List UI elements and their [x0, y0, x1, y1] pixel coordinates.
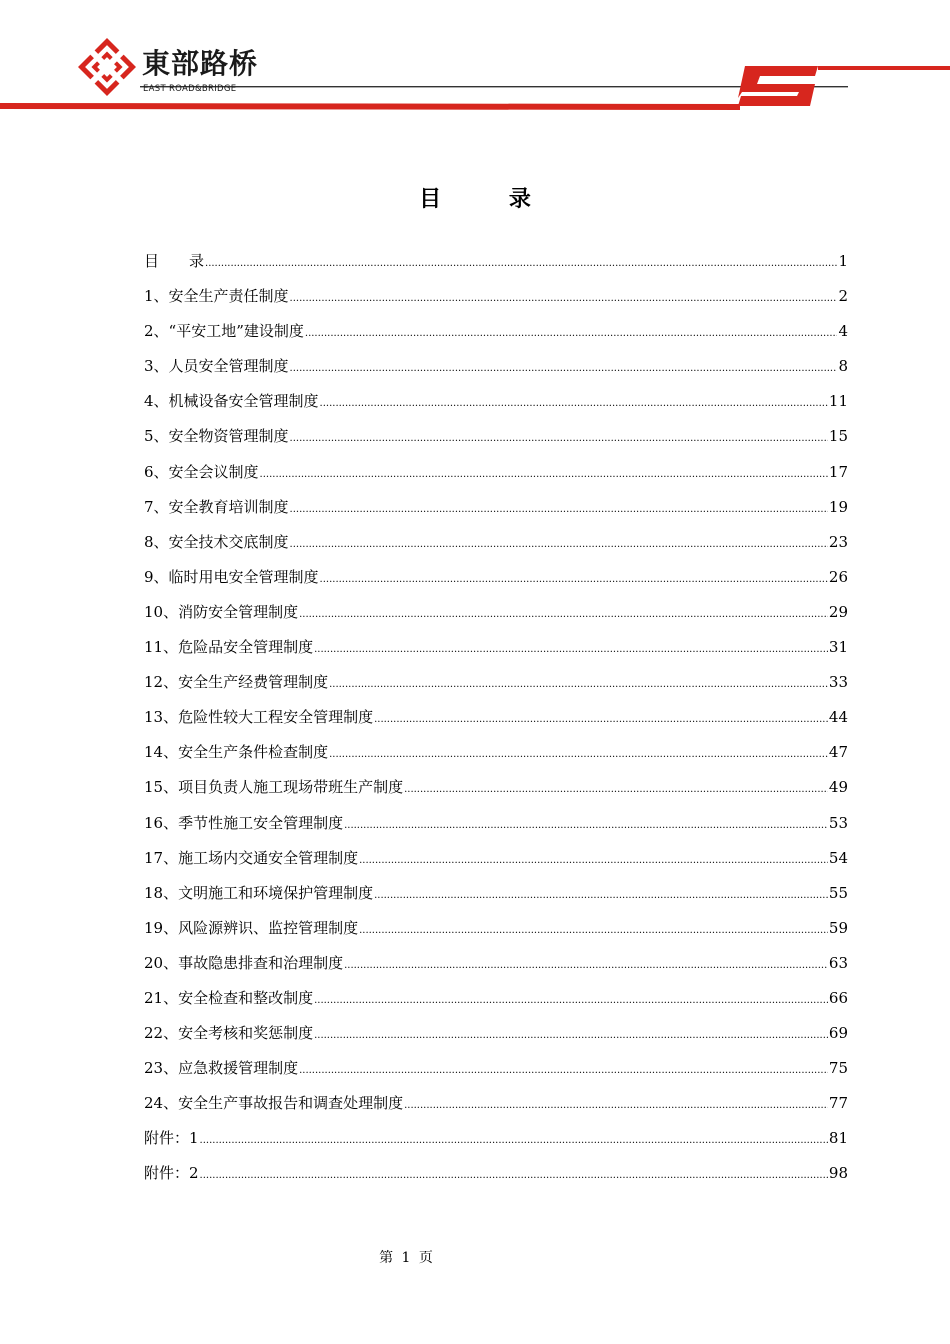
toc-entry-label: 19、风险源辨识、监控管理制度	[144, 918, 359, 937]
toc-entry[interactable]	[144, 1160, 848, 1195]
toc-leader-dots	[200, 1171, 828, 1181]
toc-entry-label: 21、安全检查和整改制度	[144, 988, 314, 1007]
toc-leader-dots	[404, 1101, 828, 1111]
toc-entry-label: 5、安全物资管理制度	[144, 427, 289, 446]
toc-entry-label: 1、安全生产责任制度	[144, 287, 289, 306]
toc-leader-dots	[329, 680, 828, 690]
toc-entry[interactable]	[144, 248, 848, 283]
toc-entry-page: 26	[828, 567, 848, 586]
toc-entry[interactable]	[144, 845, 848, 880]
toc-entry-label: 9、临时用电安全管理制度	[144, 567, 319, 586]
toc-entry[interactable]	[144, 880, 848, 915]
toc-leader-dots	[299, 610, 828, 620]
toc-leader-dots	[374, 715, 828, 725]
toc-entry[interactable]	[144, 810, 848, 845]
toc-entry-label: 12、安全生产经费管理制度	[144, 673, 329, 692]
toc-entry[interactable]	[144, 388, 848, 423]
toc-leader-dots	[290, 294, 838, 304]
toc-entry[interactable]	[144, 950, 848, 985]
toc-entry[interactable]	[144, 599, 848, 634]
toc-leader-dots	[359, 926, 828, 936]
toc-entry-page: 15	[828, 427, 848, 446]
toc-entry-label: 2、“平安工地”建设制度	[144, 322, 304, 341]
toc-entry-label: 14、安全生产条件检查制度	[144, 743, 329, 762]
toc-leader-dots	[299, 1066, 828, 1076]
toc-entry[interactable]	[144, 1055, 848, 1090]
toc-entry-page: 4	[838, 322, 848, 341]
toc-entry-label: 24、安全生产事故报告和调查处理制度	[144, 1094, 404, 1113]
toc-entry-label: 23、应急救援管理制度	[144, 1059, 299, 1078]
toc-entry[interactable]	[144, 1125, 848, 1160]
toc-entry-label: 10、消防安全管理制度	[144, 602, 299, 621]
toc-entry-label: 15、项目负责人施工现场带班生产制度	[144, 778, 404, 797]
toc-entry-label: 附件：2	[144, 1164, 199, 1183]
toc-leader-dots	[305, 329, 838, 339]
company-name-en: EAST ROAD&BRIDGE	[143, 84, 237, 94]
toc-entry[interactable]	[144, 1090, 848, 1125]
toc-entry[interactable]	[144, 915, 848, 950]
toc-entry-page: 98	[828, 1164, 848, 1183]
toc-entry-label: 8、安全技术交底制度	[144, 532, 289, 551]
toc-leader-dots	[320, 399, 828, 409]
toc-entry[interactable]	[144, 423, 848, 458]
toc-leader-dots	[290, 540, 828, 550]
toc-leader-dots	[290, 505, 828, 515]
toc-entry-page: 44	[828, 708, 848, 727]
toc-entry-page: 17	[828, 462, 848, 481]
toc-entry-label: 16、季节性施工安全管理制度	[144, 813, 344, 832]
toc-entry-page: 54	[828, 848, 848, 867]
toc-entry-label: 20、事故隐患排查和治理制度	[144, 953, 344, 972]
toc-entry-page: 69	[828, 1024, 848, 1043]
toc-leader-dots	[205, 259, 837, 269]
toc-entry-page: 8	[838, 357, 848, 376]
toc-leader-dots	[404, 785, 828, 795]
toc-list	[144, 248, 848, 1196]
toc-entry[interactable]	[144, 774, 848, 809]
toc-entry-page: 2	[838, 287, 848, 306]
toc-entry-page: 47	[828, 743, 848, 762]
toc-entry-page: 81	[828, 1129, 848, 1148]
toc-entry[interactable]	[144, 318, 848, 353]
toc-leader-dots	[200, 1136, 828, 1146]
toc-entry[interactable]	[144, 739, 848, 774]
toc-entry-label: 目 录	[144, 252, 205, 270]
toc-entry-page: 11	[828, 392, 848, 411]
toc-entry-page: 1	[838, 252, 848, 270]
toc-entry-label: 11、危险品安全管理制度	[144, 638, 314, 657]
toc-entry-page: 53	[828, 813, 848, 832]
company-logo-icon	[78, 38, 136, 96]
company-name-cn: 東部路桥	[142, 47, 259, 80]
toc-entry-label: 附件：1	[144, 1129, 199, 1148]
toc-leader-dots	[344, 961, 828, 971]
toc-entry[interactable]	[144, 1020, 848, 1055]
toc-entry[interactable]	[144, 494, 848, 529]
toc-leader-dots	[260, 470, 828, 480]
toc-leader-dots	[314, 645, 828, 655]
toc-leader-dots	[314, 1031, 828, 1041]
toc-entry[interactable]	[144, 283, 848, 318]
toc-leader-dots	[290, 364, 838, 374]
toc-entry-page: 31	[828, 638, 848, 657]
toc-leader-dots	[329, 750, 828, 760]
toc-leader-dots	[320, 575, 828, 585]
page-number: 第 1 页	[379, 1250, 435, 1266]
toc-entry-page: 19	[828, 497, 848, 516]
toc-entry-page: 75	[828, 1059, 848, 1078]
toc-title: 目 录	[419, 186, 561, 212]
toc-entry-label: 13、危险性较大工程安全管理制度	[144, 708, 374, 727]
toc-entry-label: 4、机械设备安全管理制度	[144, 392, 319, 411]
toc-entry[interactable]	[144, 985, 848, 1020]
toc-entry-label: 6、安全会议制度	[144, 462, 259, 481]
toc-entry-label: 22、安全考核和奖惩制度	[144, 1024, 314, 1043]
toc-entry[interactable]	[144, 704, 848, 739]
toc-entry-page: 33	[828, 673, 848, 692]
toc-leader-dots	[359, 856, 828, 866]
toc-entry[interactable]	[144, 634, 848, 669]
toc-leader-dots	[374, 891, 828, 901]
toc-entry-page: 23	[828, 532, 848, 551]
toc-entry-page: 49	[828, 778, 848, 797]
toc-leader-dots	[344, 821, 828, 831]
toc-entry-label: 18、文明施工和环境保护管理制度	[144, 883, 374, 902]
toc-entry[interactable]	[144, 459, 848, 494]
toc-entry-page: 29	[828, 602, 848, 621]
page-header	[0, 0, 950, 120]
toc-entry-page: 63	[828, 953, 848, 972]
toc-entry-page: 66	[828, 988, 848, 1007]
toc-entry-page: 59	[828, 918, 848, 937]
toc-entry[interactable]	[144, 353, 848, 388]
toc-leader-dots	[314, 996, 828, 1006]
toc-entry-label: 17、施工场内交通安全管理制度	[144, 848, 359, 867]
toc-entry-page: 55	[828, 883, 848, 902]
toc-entry-page: 77	[828, 1094, 848, 1113]
toc-entry-label: 3、人员安全管理制度	[144, 357, 289, 376]
toc-entry[interactable]	[144, 529, 848, 564]
toc-entry[interactable]	[144, 669, 848, 704]
toc-entry-label: 7、安全教育培训制度	[144, 497, 289, 516]
toc-entry[interactable]	[144, 564, 848, 599]
toc-leader-dots	[290, 434, 828, 444]
